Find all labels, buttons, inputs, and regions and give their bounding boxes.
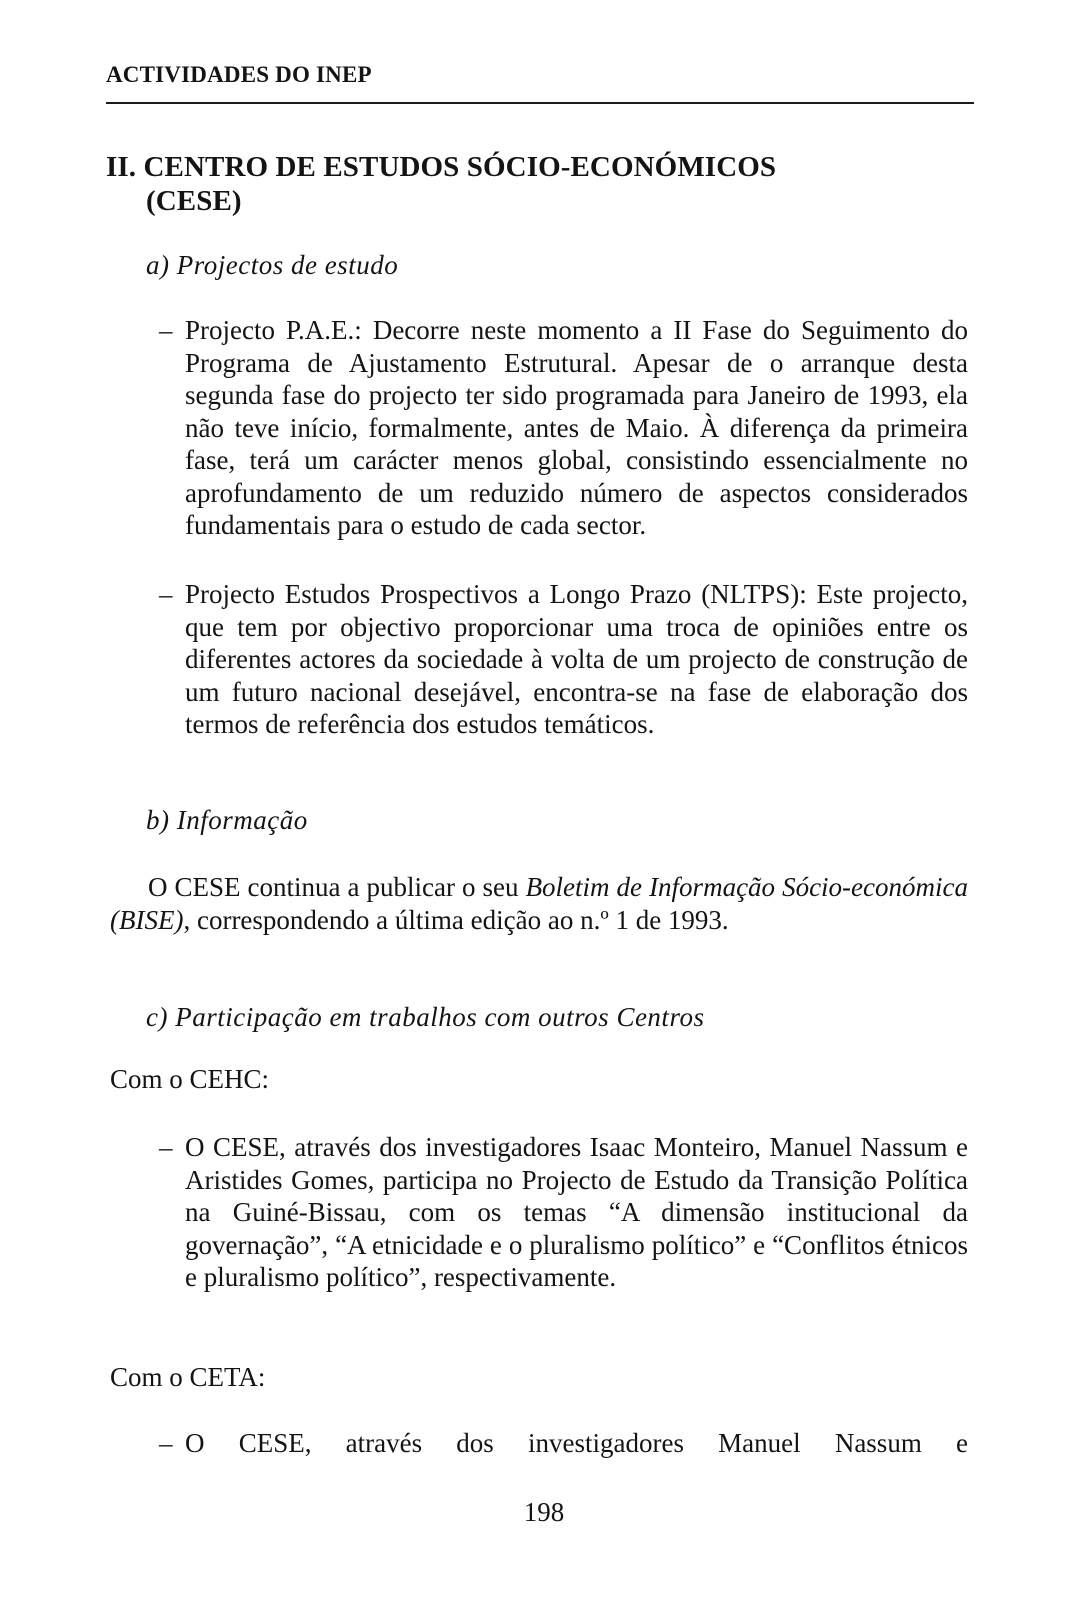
header-rule bbox=[106, 102, 974, 104]
list-item-text: Projecto P.A.E.: Decorre neste momento a II Fase do Seguimento do Programa de Ajustamento Estrutural. Apesar de o arranque desta segunda fase do projecto ter sido programada para Janeiro de 1993, ela não teve início, formalmente, antes de Maio. À diferença da primeira fase, terá um carácter menos global, consistindo essencialmente no aprofundamento de um reduzido número de aspectos considerados fundamentais para o estudo de cada sector. bbox=[185, 315, 968, 540]
list-item bbox=[159, 578, 968, 741]
running-header: ACTIVIDADES DO INEP bbox=[106, 62, 372, 87]
section-title bbox=[106, 150, 776, 218]
dash-marker: – bbox=[159, 579, 173, 609]
dash-marker: – bbox=[159, 1428, 173, 1458]
list-item bbox=[159, 314, 968, 542]
dash-marker: – bbox=[159, 1132, 173, 1162]
page-number: 198 bbox=[523, 1497, 565, 1527]
paragraph-information bbox=[110, 871, 968, 936]
list-item-text: O CESE, através dos investigadores Manuel Nassum e bbox=[185, 1428, 968, 1458]
section-title-line2: (CESE) bbox=[146, 185, 242, 217]
list-item bbox=[159, 1427, 968, 1460]
list-item bbox=[159, 1131, 968, 1294]
subsection-c-heading: c) Participação em trabalhos com outros Centros bbox=[146, 1002, 705, 1032]
dash-marker: – bbox=[159, 315, 173, 345]
paragraph-text-start: O CESE continua a publicar o seu bbox=[148, 872, 526, 902]
section-title-line1: II. CENTRO DE ESTUDOS SÓCIO-ECONÓMICOS bbox=[106, 151, 777, 183]
list-item-text: Projecto Estudos Prospectivos a Longo Prazo (NLTPS): Este projecto, que tem por objectivo proporcionar uma troca de opiniões entre os diferentes actores da sociedade à volta de um projecto de construção de um futuro nacional desejável, encontra-se na fase de elaboração dos termos de referência dos estudos temáticos. bbox=[185, 579, 968, 739]
subsection-b-heading: b) Informação bbox=[146, 805, 308, 835]
paragraph-text-end: , correspondendo a última edição ao n.º 1 de 1993. bbox=[183, 904, 729, 935]
bulletin-title: Boletim de Informação Sócio-económica (BISE) bbox=[110, 872, 968, 935]
subsection-a-heading: a) Projectos de estudo bbox=[146, 250, 399, 280]
list-item-text: O CESE, através dos investigadores Isaac Monteiro, Manuel Nassum e Aristides Gomes, participa no Projecto de Estudo da Transição Política na Guiné-Bissau, com os temas “A dimensão institucional da governação”, “A etnicidade e o pluralismo político” e “Conflitos étnicos e pluralismo político”, respectivamente. bbox=[185, 1132, 968, 1292]
group-label-ceta: Com o CETA: bbox=[110, 1362, 266, 1392]
group-label-cehc: Com o CEHC: bbox=[110, 1064, 270, 1094]
